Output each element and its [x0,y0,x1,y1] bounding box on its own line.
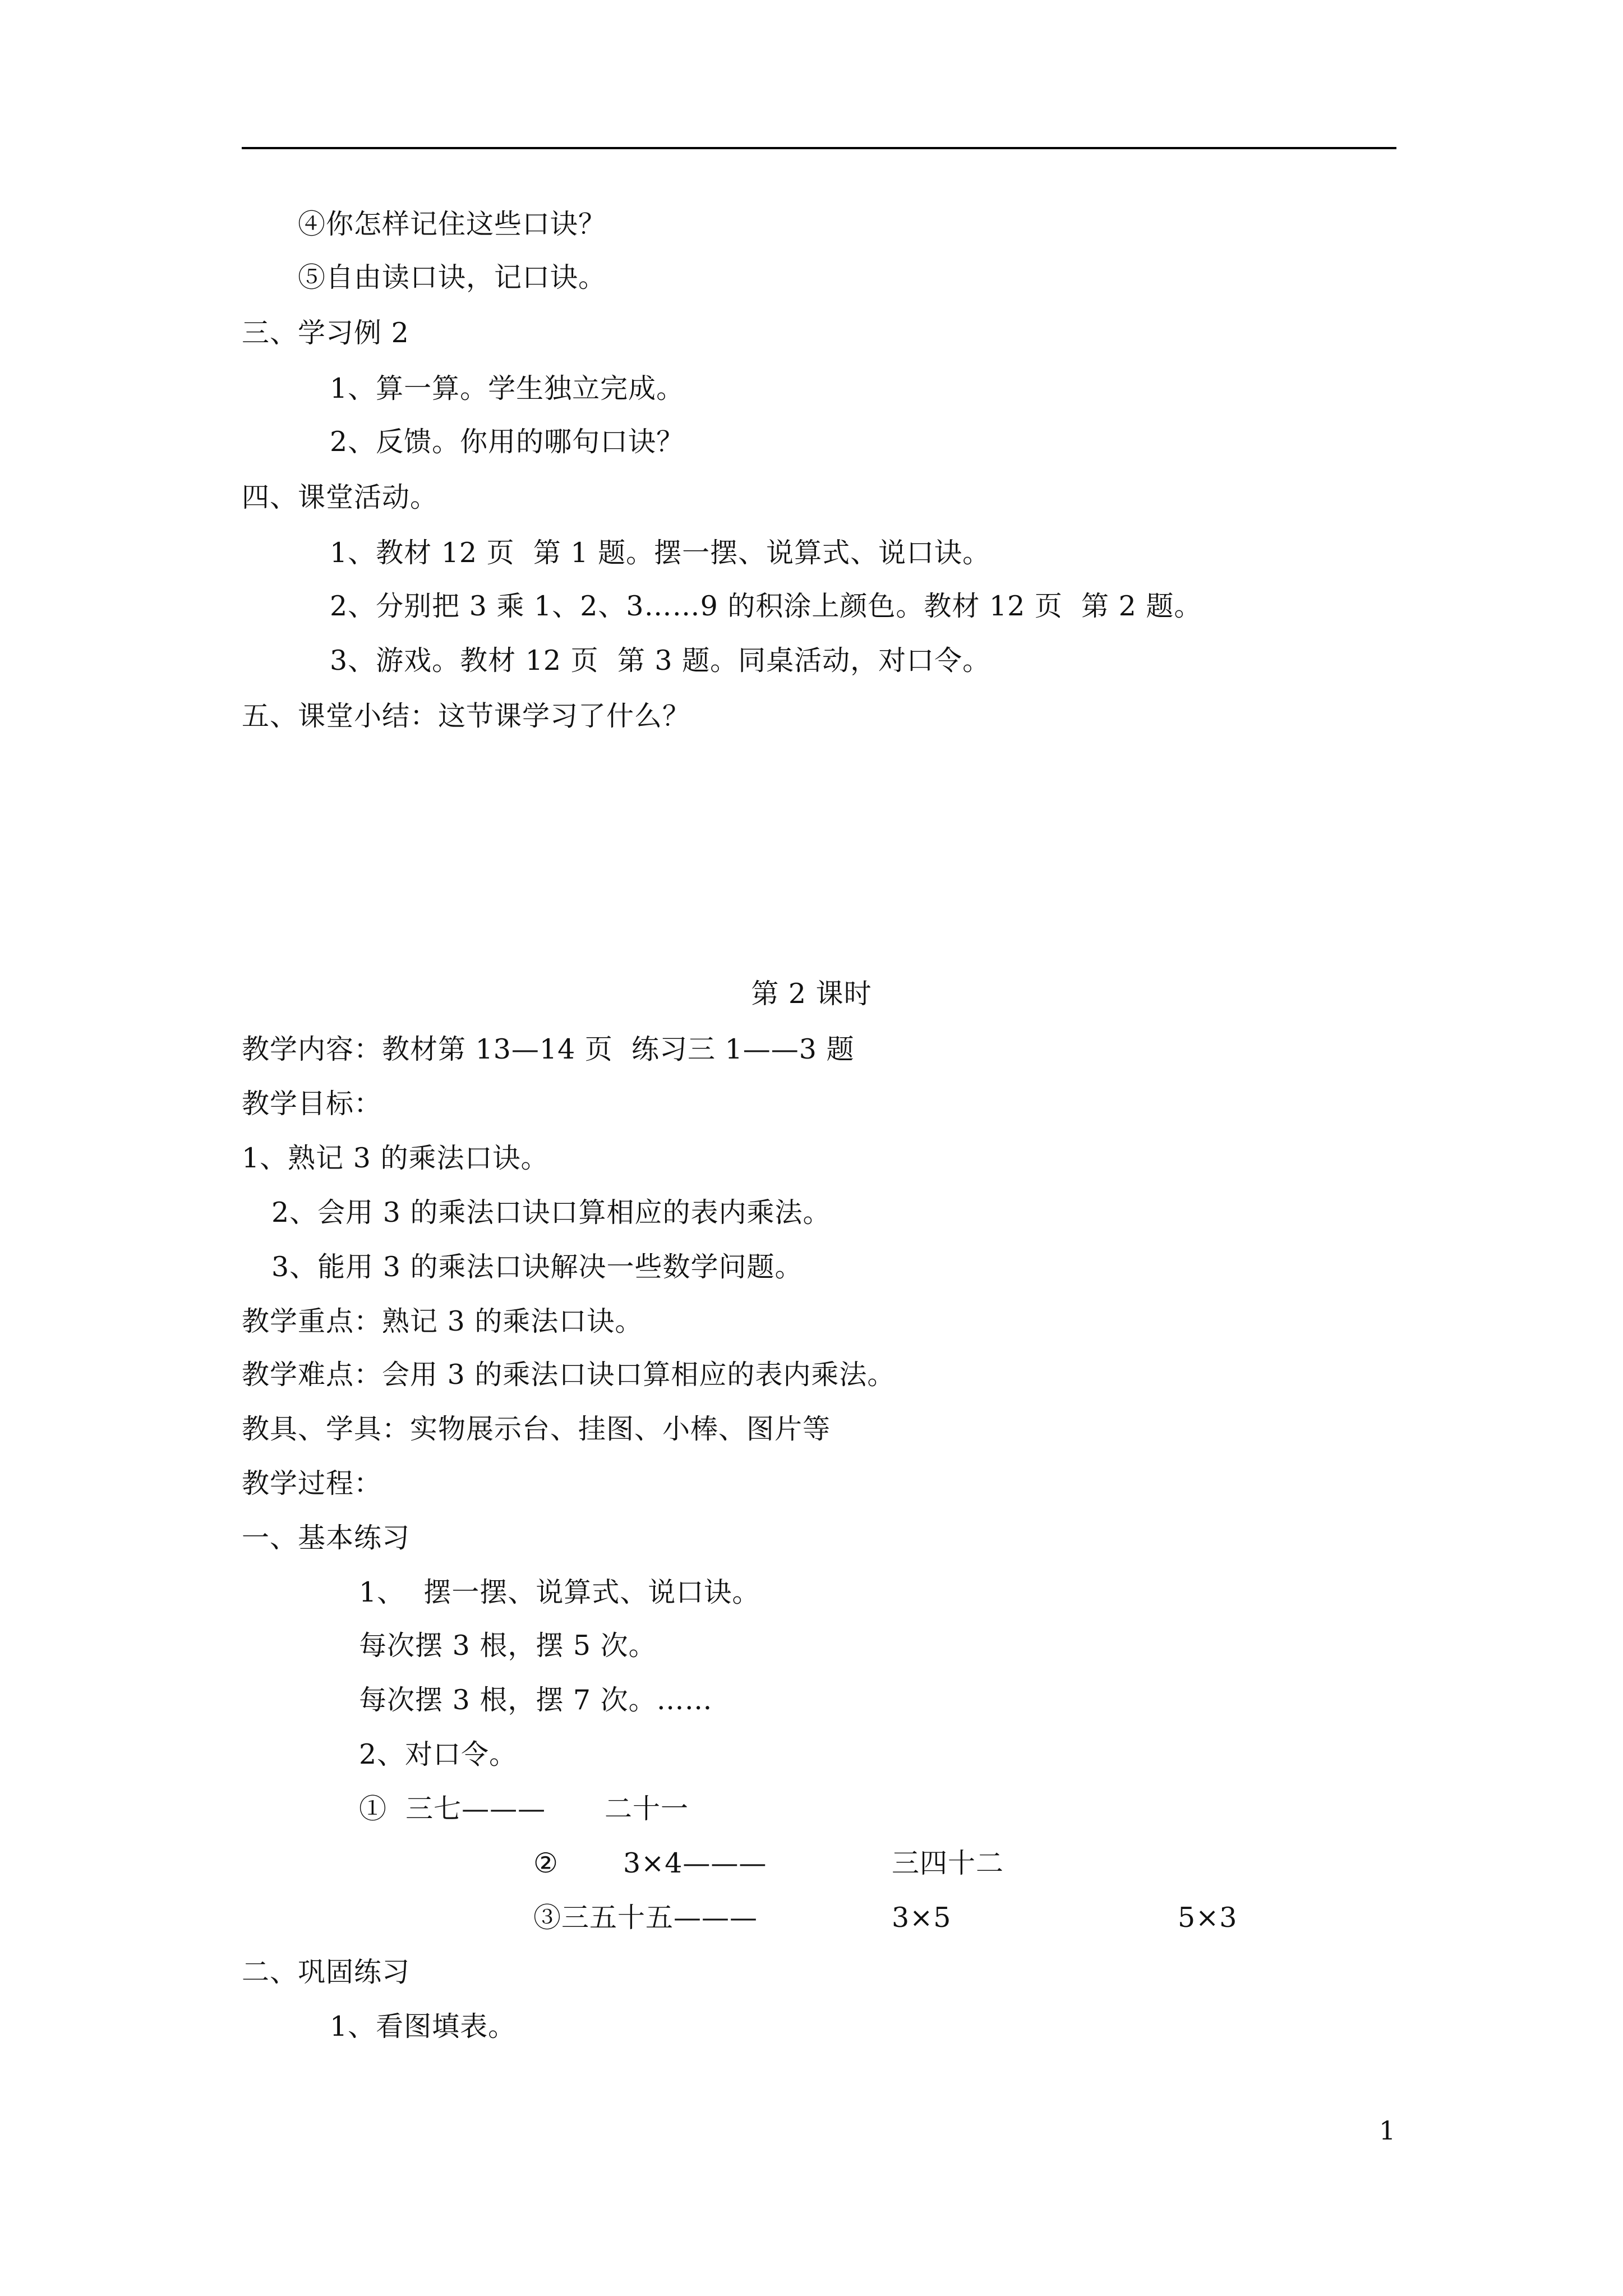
text-line: 每次摆 3 根，摆 7 次。…… [359,1684,713,1716]
drill-item: ③三五十五——— [533,1902,758,1934]
text-line: 2、对口令。 [359,1738,518,1770]
text-line: 2、会用 3 的乘法口诀口算相应的表内乘法。 [271,1197,831,1228]
lesson-title: 第 2 课时 [751,978,872,1010]
section-heading: 四、课堂活动。 [242,481,439,513]
drill-item: ① 三七——— [359,1793,546,1825]
text-line: 3、游戏。教材 12 页 第 3 题。同桌活动，对口令。 [330,645,991,677]
text-line: ⑤自由读口诀，记口诀。 [298,261,607,293]
drill-item: ② [533,1847,559,1879]
text-line: 2、分别把 3 乘 1、2、3……9 的积涂上颜色。教材 12 页 第 2 题。 [330,590,1202,622]
text-line: 教学重点：熟记 3 的乘法口诀。 [242,1305,643,1337]
text-line: 2、反馈。你用的哪句口诀？ [330,426,685,458]
drill-answer: 3×5 [892,1902,952,1934]
text-line: 教学过程： [242,1467,382,1499]
text-line: 教学内容：教材第 13—14 页 练习三 1——3 题 [242,1033,855,1065]
section-heading: 三、学习例 2 [242,317,409,349]
text-line: 每次摆 3 根，摆 5 次。 [359,1630,657,1662]
drill-answer: 二十一 [605,1793,689,1825]
drill-answer: 5×3 [1178,1902,1238,1934]
text-line: 1、 摆一摆、说算式、说口诀。 [359,1576,760,1608]
text-line: 1、看图填表。 [330,2010,517,2042]
text-line: 3、能用 3 的乘法口诀解决一些数学问题。 [271,1251,803,1283]
text-line: 1、教材 12 页 第 1 题。摆一摆、说算式、说口诀。 [330,537,991,569]
text-line: 教学目标： [242,1088,382,1120]
drill-answer: 三四十二 [892,1847,1004,1879]
text-line: 1、算一算。学生独立完成。 [330,372,685,404]
page-number: 1 [1379,2115,1396,2146]
drill-item: 3×4——— [623,1847,767,1879]
text-line: 1、熟记 3 的乘法口诀。 [242,1142,549,1174]
section-heading: 一、基本练习 [242,1522,411,1554]
text-line: 教具、学具：实物展示台、挂图、小棒、图片等 [242,1413,831,1445]
section-heading: 五、课堂小结：这节课学习了什么？ [242,700,691,732]
text-line: ④你怎样记住这些口诀？ [298,208,607,240]
section-heading: 二、巩固练习 [242,1956,411,1988]
text-line: 教学难点：会用 3 的乘法口诀口算相应的表内乘法。 [242,1359,896,1391]
header-rule [242,147,1396,149]
